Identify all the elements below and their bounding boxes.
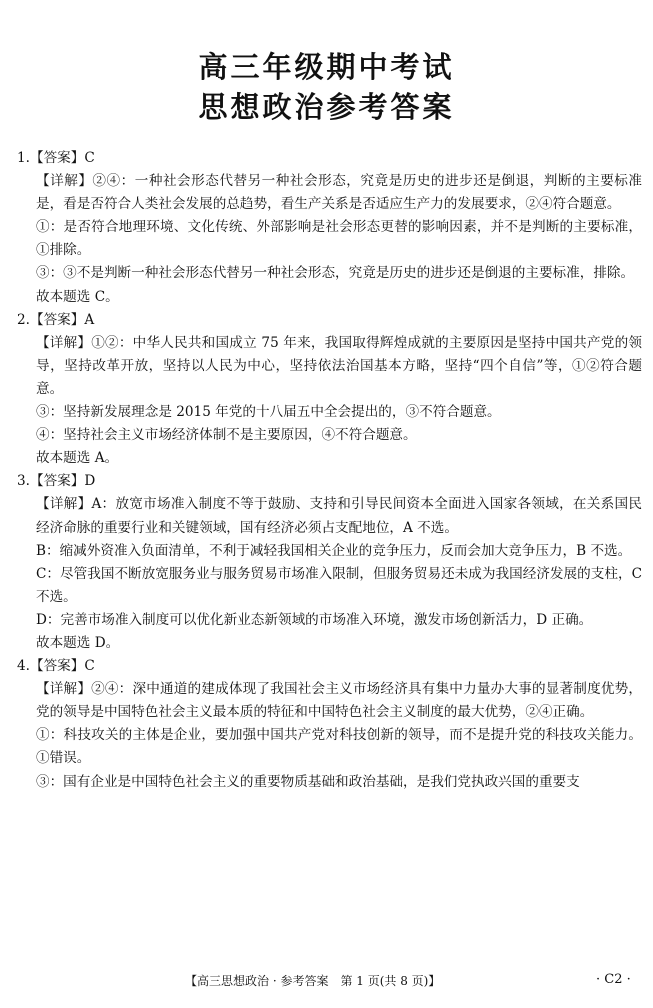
q4-option-1: ①：科技攻关的主体是企业，要加强中国共产党对科技创新的领导，而不是提升党的科技攻关能力。①错误。: [36, 727, 642, 767]
q1-explanation: 【详解】②④：一种社会形态代替另一种社会形态，究竟是历史的进步还是倒退，判断的主要标准是，看是否符合人类社会发展的总趋势，看生产关系是否适应生产力的发展要求，②④符合题意。: [36, 173, 642, 213]
q1-conclusion: 故本题选 C。: [36, 288, 119, 305]
q3-answer: 3.【答案】D: [17, 473, 96, 490]
q3-option-d: D：完善市场准入制度可以优化新业态新领域的市场准入环境，激发市场创新活力，D 正确。: [36, 611, 593, 628]
answer-key-title: 思想政治参考答案: [198, 90, 455, 124]
q3-option-c: C：尽管我国不断放宽服务业与服务贸易市场准入限制，但服务贸易还未成为我国经济发展的支柱，C 不选。: [36, 565, 642, 605]
q1-option-1: ①：是否符合地理环境、文化传统、外部影响是社会形态更替的影响因素，并不是判断的主要标准，①排除。: [36, 219, 642, 259]
q4-option-3: ③：国有企业是中国特色社会主义的重要物质基础和政治基础，是我们党执政兴国的重要支: [36, 773, 580, 790]
q1-option-3: ③：③不是判断一种社会形态代替另一种社会形态，究竟是历史的进步还是倒退的主要标准，排除。: [36, 265, 635, 282]
page-number-label: 【高三思想政治 · 参考答案 第 1 页(共 8 页)】: [185, 974, 441, 988]
q2-option-3: ③：坚持新发展理念是 2015 年党的十八届五中全会提出的，③不符合题意。: [36, 404, 501, 421]
version-code: · C2 ·: [596, 972, 631, 987]
q2-explanation: 【详解】①②：中华人民共和国成立 75 年来，我国取得辉煌成就的主要原因是坚持中国共产党的领导，坚持改革开放，坚持以人民为中心，坚持依法治国基本方略，坚持“四个自信”等，①②符合题意。: [36, 334, 642, 397]
answer-body: [17, 147, 642, 794]
q3-option-b: B：缩减外资准入负面清单，不利于减轻我国相关企业的竞争压力，反而会加大竞争压力，B 不选。: [36, 542, 632, 559]
page-footer: [0, 970, 653, 992]
q3-conclusion: 故本题选 D。: [36, 634, 120, 651]
q2-option-4: ④：坚持社会主义市场经济体制不是主要原因，④不符合题意。: [36, 427, 417, 444]
q4-explanation: 【详解】②④：深中通道的建成体现了我国社会主义市场经济具有集中力量办大事的显著制度优势，党的领导是中国特色社会主义最本质的特征和中国特色社会主义制度的最大优势，②④正确。: [36, 681, 642, 721]
q1-answer: 1.【答案】C: [17, 150, 95, 166]
q4-answer: 4.【答案】C: [17, 658, 95, 675]
q2-conclusion: 故本题选 A。: [36, 450, 119, 467]
q2-answer: 2.【答案】A: [17, 311, 95, 328]
q3-option-a: 【详解】A：放宽市场准入制度不等于鼓励、支持和引导民间资本全面进入国家各领域，在关系国民经济命脉的重要行业和关键领域，国有经济必须占支配地位，A 不选。: [36, 496, 642, 536]
exam-title: 高三年级期中考试: [198, 50, 455, 84]
